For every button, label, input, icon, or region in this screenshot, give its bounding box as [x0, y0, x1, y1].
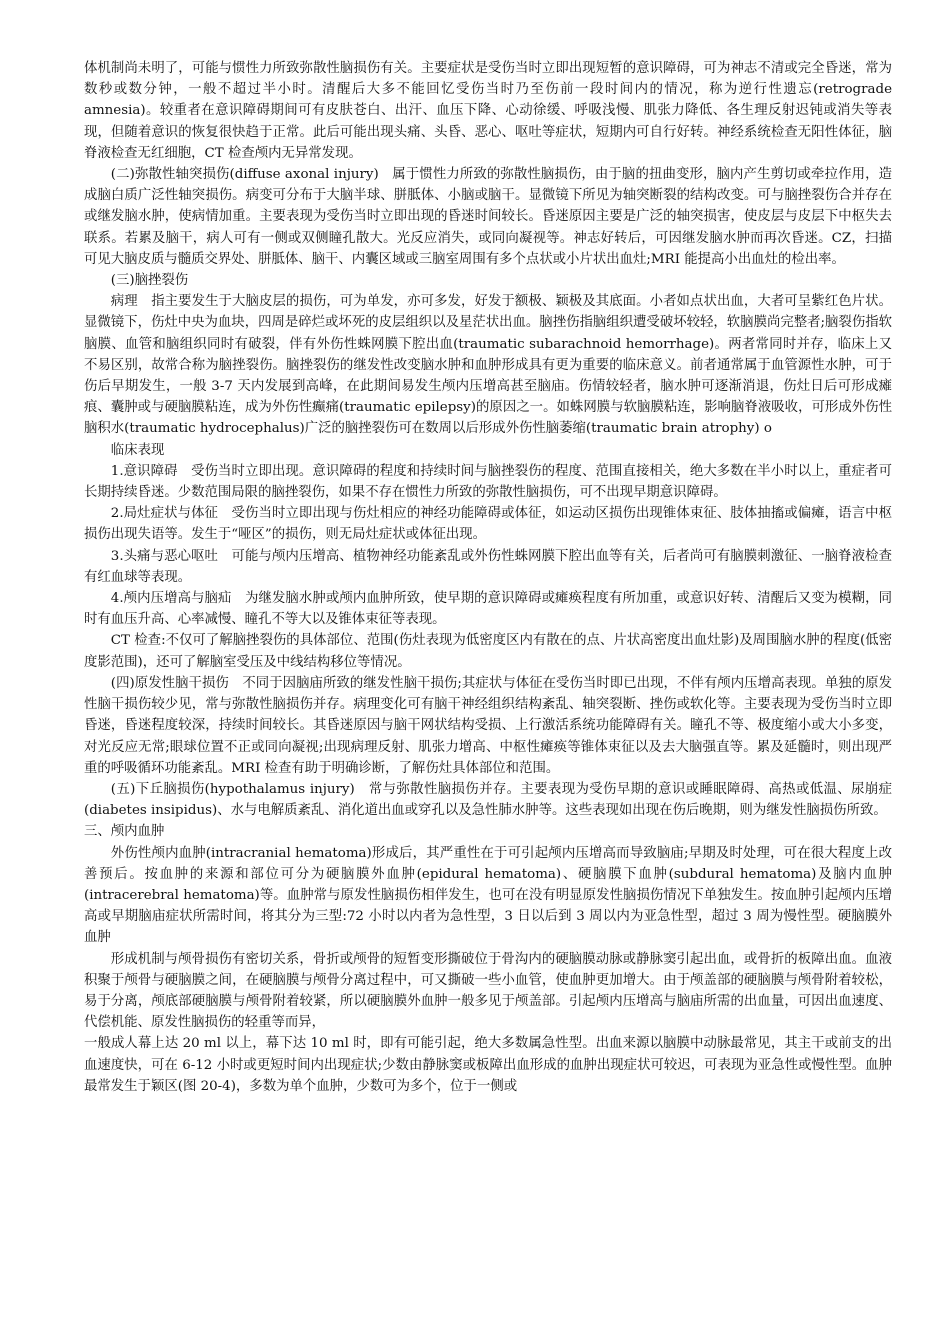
- section-heading-intracranial-hematoma: 三、颅内血肿: [84, 824, 165, 840]
- paragraph-diffuse-axonal-injury: (二)弥散性轴突损伤(diffuse axonal injury) 属于惯性力所致的弥散性脑损伤，由于脑的扭曲变形，脑内产生剪切或牵拉作用，造成脑白质广泛性轴突损伤。病变可分布于大脑半球、胼胝体、小脑或脑干。显微镜下所见为轴突断裂的结构改变。可与脑挫裂伤合并存在或继发脑水肿，使病情加重。主要表现为受伤当时立即出现的昏迷时间较长。昏迷原因主要是广泛的轴突损害，使皮层与皮层下中枢失去联系。若累及脑干，病人可有一侧或双侧瞳孔散大。光反应消失，或同向凝视等。神志好转后，可因继发脑水肿而再次昏迷。CZ，扫描可见大脑皮质与髓质交界处、胼胝体、脑干、内囊区域或三脑室周围有多个点状或小片状出血灶;MRI 能提高小出血灶的检出率。: [84, 167, 892, 267]
- paragraph-ct-exam: CT 检查:不仅可了解脑挫裂伤的具体部位、范围(伤灶表现为低密度区内有散在的点、片状高密度出血灶影)及周围脑水肿的程度(低密度影范围)，还可了解脑室受压及中线结构移位等情况。: [84, 633, 892, 670]
- section-heading-clinical-manifestations: 临床表现: [110, 442, 165, 458]
- paragraph-pathology: 病理 指主要发生于大脑皮层的损伤，可为单发，亦可多发，好发于额极、颖极及其底面。小者如点状出血，大者可呈紫红色片状。显微镜下，伤灶中央为血块，四周是碎烂或坏死的皮层组织以及星茫状出血。脑挫伤指脑组织遭受破坏较轻，软脑膜尚完整者;脑裂伤指软脑膜、血管和脑组织同时有破裂，伴有外伤性蛛网膜下腔出血(traumatic subarachnoid hemorrhage)。两者常同时并存，临床上又不易区别，故常合称为脑挫裂伤。脑挫裂伤的继发性改变脑水肿和血肿形成具有更为重要的临床意义。前者通常属于血管源性水肿，可于伤后早期发生，一般 3-7 天内发展到高峰，在此期间易发生颅内压增高甚至脑庙。伤情较轻者，脑水肿可逐渐消退，伤灶日后可形成瘫痕、囊肿或与硬脑膜粘连，成为外伤性癫痛(traumatic epilepsy)的原因之一。如蛛网膜与软脑膜粘连，影响脑脊液吸收，可形成外伤性脑积水(traumatic hydrocephalus)广泛的脑挫裂伤可在数周以后形成外伤性脑萎缩(traumatic brain atrophy) o: [84, 294, 892, 437]
- section-heading-brain-contusion: (三)脑挫裂伤: [110, 273, 189, 289]
- paragraph-focal-symptoms: 2.局灶症状与体征 受伤当时立即出现与伤灶相应的神经功能障碍或体征，如运动区损伤出现锥体束征、肢体抽搐或偏瘫，语言中枢损伤出现失语等。发生于“哑区”的损伤，则无局灶症状或体征出现。: [84, 506, 892, 543]
- paragraph-intracranial-pressure: 4.颅内压增高与脑疝 为继发脑水肿或颅内血肿所致，使早期的意识障碍或瘫痪程度有所加重，或意识好转、清醒后又变为模糊，同时有血压升高、心率减慢、瞳孔不等大以及锥体束征等表现。: [84, 591, 892, 628]
- paragraph-concussion-mechanism: 体机制尚未明了，可能与惯性力所致弥散性脑损伤有关。主要症状是受伤当时立即出现短暂的意识障碍，可为神志不清或完全昏迷，常为数秒或数分钟，一般不超过半小时。清醒后大多不能回忆受伤当时乃至伤前一段时间内的情况，称为逆行性遗忘(retrograde amnesia)。较重者在意识障碍期间可有皮肤苍白、出汗、血压下降、心动徐缓、呼吸浅慢、肌张力降低、各生理反射迟钝或消失等表现，但随着意识的恢复很快趋于正常。此后可能出现头痛、头昏、恶心、呕吐等症状，短期内可自行好转。神经系统检查无阳性体征，脑脊液检查无红细胞，CT 检查颅内无异常发现。: [84, 61, 892, 161]
- paragraph-headache-vomiting: 3.头痛与恶心呕吐 可能与颅内压增高、植物神经功能紊乱或外伤性蛛网膜下腔出血等有关，后者尚可有脑膜刺激征、一脑脊液检查有红血球等表现。: [84, 548, 892, 585]
- paragraph-primary-brainstem-injury: (四)原发性脑干损伤 不同于因脑庙所致的继发性脑干损伤;其症状与体征在受伤当时即已出现，不伴有颅内压增高表现。单独的原发性脑干损伤较少见，常与弥散性脑损伤并存。病理变化可有脑干神经组织结构紊乱、轴突裂断、挫伤或软化等。主要表现为受伤当时立即昏迷，昏迷程度较深，持续时间较长。其昏迷原因与脑干网状结构受损、上行激活系统功能障碍有关。瞳孔不等、极度缩小或大小多变，对光反应无常;眼球位置不正或同向凝视;出现病理反射、肌张力增高、中枢性瘫痪等锥体束征以及去大脑强直等。累及延髓时，则出现严重的呼吸循环功能紊乱。MRI 检查有助于明确诊断，了解伤灶具体部位和范围。: [84, 675, 892, 776]
- paragraph-epidural-volume: 一般成人幕上达 20 ml 以上，幕下达 10 ml 时，即有可能引起，绝大多数属急性型。出血来源以脑膜中动脉最常见，其主干或前支的出血速度快，可在 6-12 小时或更短时间内出现症状;少数由静脉窦或板障出血形成的血肿出现症状可较迟，可表现为亚急性或慢性型。血肿最常发生于颖区(图 20-4)，多数为单个血肿，少数可为多个，位于一侧或: [84, 1036, 892, 1094]
- paragraph-consciousness-disorder: 1.意识障碍 受伤当时立即出现。意识障碍的程度和持续时间与脑挫裂伤的程度、范围直接相关，绝大多数在半小时以上，重症者可长期持续昏迷。少数范围局限的脑挫裂伤，如果不存在惯性力所致的弥散性脑损伤，可不出现早期意识障碍。: [84, 463, 892, 501]
- paragraph-hematoma-overview: 外伤性颅内血肿(intracranial hematoma)形成后，其严重性在于可引起颅内压增高而导致脑庙;早期及时处理，可在很大程度上改善预后。按血肿的来源和部位可分为硬脑膜外血肿(epidural hematoma)、硬脑膜下血肿(subdural hematoma)及脑内血肿(intracerebral hematoma)等。血肿常与原发性脑损伤相伴发生，也可在没有明显原发性脑损伤情况下单独发生。按血肿引起颅内压增高或早期脑庙症状所需时间，将其分为三型:72 小时以内者为急性型，3 日以后到 3 周以内为亚急性型，超过 3 周为慢性型。硬脑膜外血肿: [84, 845, 892, 946]
- paragraph-hypothalamus-injury: (五)下丘脑损伤(hypothalamus injury) 常与弥散性脑损伤并存。主要表现为受伤早期的意识或睡眠障碍、高热或低温、尿崩症(diabetes insipidus)、水与电解质紊乱、消化道出血或穿孔以及急性肺水肿等。这些表现如出现在伤后晚期，则为继发性脑损伤所致。: [84, 781, 892, 819]
- paragraph-epidural-mechanism: 形成机制与颅骨损伤有密切关系，骨折或颅骨的短暂变形撕破位于骨沟内的硬脑膜动脉或静脉窦引起出血，或骨折的板障出血。血液积聚于颅骨与硬脑膜之间，在硬脑膜与颅骨分离过程中，可又撕破一些小血管，使血肿更加增大。由于颅盖部的硬脑膜与颅骨附着较松，易于分离，颅底部硬脑膜与颅骨附着较紧，所以硬脑膜外血肿一般多见于颅盖部。引起颅内压增高与脑庙所需的出血量，可因出血速度、代偿机能、原发性脑损伤的轻重等而异，: [84, 951, 892, 1031]
